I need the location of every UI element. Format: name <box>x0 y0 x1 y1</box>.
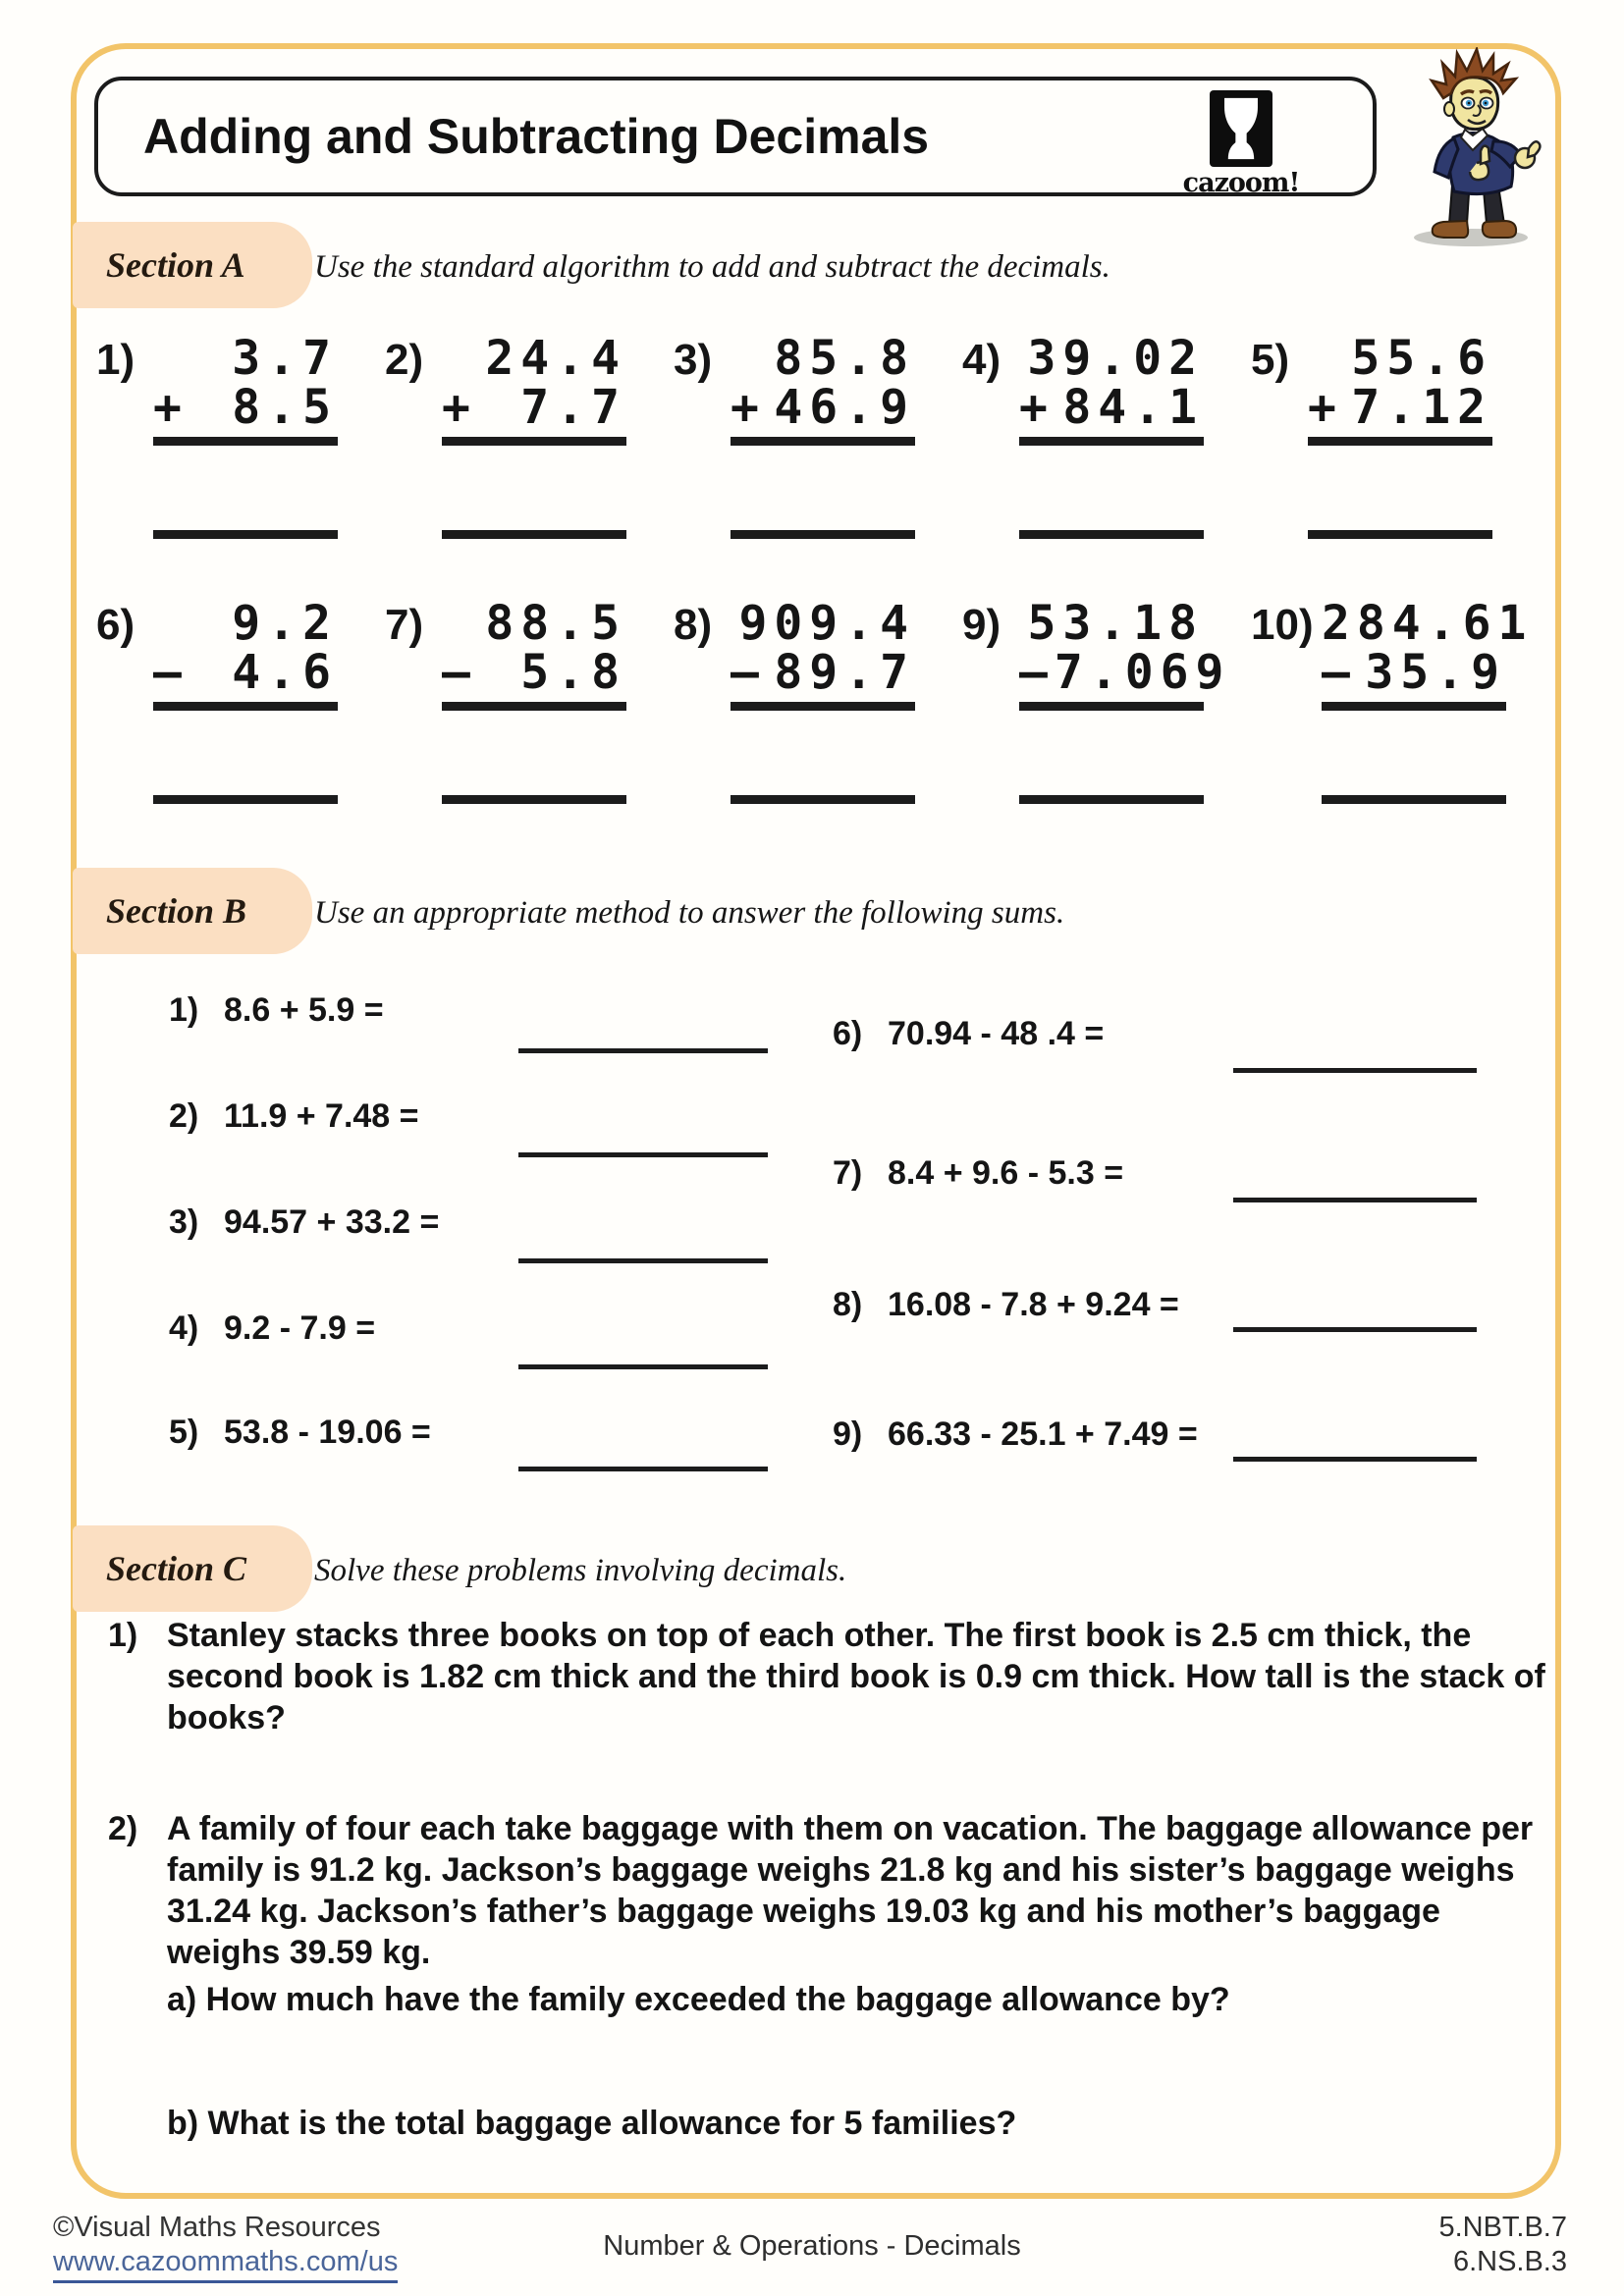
answer-line <box>1019 795 1204 804</box>
column-problem-2 <box>385 331 674 539</box>
problem-number: 2) <box>385 336 424 384</box>
top-operand: 55.6 <box>1351 331 1492 386</box>
sum-item-2 <box>169 1097 419 1136</box>
top-operand: 3.7 <box>232 331 338 386</box>
operator: – <box>153 645 189 700</box>
column-problem-1 <box>96 331 385 539</box>
bottom-operand: 7.069 <box>1054 645 1231 700</box>
top-operand: 39.02 <box>1027 331 1204 386</box>
problem-number: 7) <box>385 601 424 649</box>
operator: + <box>153 380 189 435</box>
footer-standards <box>1438 2211 1567 2279</box>
operator: + <box>1308 380 1343 435</box>
sum-expression: 9.2 - 7.9 = <box>224 1309 376 1347</box>
top-operand: 24.4 <box>485 331 626 386</box>
answer-blank <box>518 1467 768 1471</box>
sum-line <box>442 437 626 446</box>
cazoom-logo <box>1172 90 1310 198</box>
operator: – <box>1019 645 1055 700</box>
sum-expression: 94.57 + 33.2 = <box>224 1203 440 1241</box>
sum-number: 6) <box>833 1015 863 1052</box>
answer-line <box>442 530 626 539</box>
section-c-badge: Section C <box>73 1525 312 1612</box>
bottom-operand: 8.5 <box>232 380 338 435</box>
column-problem-7 <box>385 596 674 804</box>
problem-number: 10) <box>1251 601 1314 649</box>
sum-line <box>153 437 338 446</box>
section-b-badge: Section B <box>73 868 312 954</box>
bottom-operand: 4.6 <box>232 645 338 700</box>
sum-line <box>442 702 626 711</box>
answer-line <box>153 530 338 539</box>
top-operand: 53.18 <box>1027 596 1204 651</box>
sum-item-1 <box>169 991 384 1030</box>
operator: – <box>442 645 477 700</box>
problem-number: 8) <box>674 601 713 649</box>
footer-category: Number & Operations - Decimals <box>603 2230 1021 2262</box>
sum-number: 8) <box>833 1286 863 1323</box>
answer-line <box>1322 795 1506 804</box>
standard-code-1: 5.NBT.B.7 <box>1438 2212 1567 2243</box>
column-problem-5 <box>1251 331 1540 539</box>
standard-code-2: 6.NS.B.3 <box>1452 2246 1567 2277</box>
answer-blank <box>1233 1457 1477 1462</box>
sum-item-9 <box>833 1415 1198 1454</box>
answer-blank <box>1233 1327 1477 1332</box>
operator: + <box>1019 380 1055 435</box>
answer-blank <box>518 1048 768 1053</box>
sum-expression: 66.33 - 25.1 + 7.49 = <box>888 1415 1198 1453</box>
operator: + <box>731 380 766 435</box>
column-problem-8 <box>674 596 962 804</box>
section-a-badge: Section A <box>73 222 312 308</box>
word-problem-text: Stanley stacks three books on top of each other. The first book is 2.5 cm thick, the second book is 1.82 cm thick and the third book is 0.9 cm thick. How tall is the stack of books? <box>167 1617 1545 1736</box>
sum-expression: 70.94 - 48 .4 = <box>888 1015 1105 1052</box>
sum-line <box>1308 437 1492 446</box>
word-problem-number: 2) <box>108 1810 138 1847</box>
top-operand: 909.4 <box>738 596 915 651</box>
drum-icon <box>1210 90 1272 167</box>
sum-item-3 <box>169 1203 439 1242</box>
sum-line <box>731 437 915 446</box>
sum-line <box>1019 437 1204 446</box>
answer-line <box>1019 530 1204 539</box>
problem-number: 1) <box>96 336 135 384</box>
footer-url-link[interactable]: www.cazoommaths.com/us <box>53 2245 398 2283</box>
sum-item-5 <box>169 1414 431 1452</box>
sum-expression: 16.08 - 7.8 + 9.24 = <box>888 1286 1179 1323</box>
sum-number: 3) <box>169 1203 199 1241</box>
section-a-row-1 <box>96 331 1540 539</box>
problem-number: 3) <box>674 336 713 384</box>
djembe-drum-icon <box>1218 96 1264 161</box>
sum-item-6 <box>833 1015 1104 1053</box>
top-operand: 9.2 <box>232 596 338 651</box>
answer-line <box>731 795 915 804</box>
word-problem-number: 1) <box>108 1617 138 1654</box>
sum-number: 1) <box>169 991 199 1029</box>
logo-wordmark: cazoom! <box>1182 168 1300 198</box>
answer-blank <box>518 1258 768 1263</box>
word-problem-part-b: b) What is the total baggage allowance for 5 families? <box>167 2105 1017 2142</box>
sum-expression: 11.9 + 7.48 = <box>224 1097 419 1135</box>
sum-line <box>731 702 915 711</box>
sum-number: 2) <box>169 1097 199 1135</box>
sum-line <box>1019 702 1204 711</box>
operator: – <box>1322 645 1357 700</box>
answer-blank <box>518 1364 768 1369</box>
word-problem-part-a: a) How much have the family exceeded the baggage allowance by? <box>167 1981 1230 2018</box>
title-box <box>94 77 1377 196</box>
bottom-operand: 46.9 <box>774 380 915 435</box>
sum-item-8 <box>833 1286 1179 1324</box>
answer-line <box>442 795 626 804</box>
column-problem-10 <box>1251 596 1540 804</box>
section-c-instruction: Solve these problems involving decimals. <box>314 1553 847 1588</box>
column-problem-4 <box>962 331 1251 539</box>
footer-copyright: ©Visual Maths Resources <box>53 2212 381 2243</box>
answer-blank <box>1233 1198 1477 1202</box>
top-operand: 88.5 <box>485 596 626 651</box>
top-operand: 85.8 <box>774 331 915 386</box>
sum-item-4 <box>169 1309 375 1348</box>
mascot-boy-thumbs-up <box>1392 47 1557 251</box>
bottom-operand: 89.7 <box>774 645 915 700</box>
word-problem-1 <box>108 1615 1551 1738</box>
problem-number: 9) <box>962 601 1001 649</box>
sum-item-7 <box>833 1154 1123 1193</box>
sum-expression: 8.6 + 5.9 = <box>224 991 384 1029</box>
operator: + <box>442 380 477 435</box>
sum-number: 5) <box>169 1414 199 1451</box>
word-problem-text: A family of four each take baggage with them on vacation. The baggage allowance per family is 91.2 kg. Jackson’s baggage weighs 21.8 kg and his sister’s baggage weighs 31.24 kg. Jackson’s father’s baggage weighs 19.03 kg and his mother’s baggage weighs 39.59 kg. <box>167 1810 1534 1971</box>
answer-blank <box>518 1152 768 1157</box>
column-problem-3 <box>674 331 962 539</box>
top-operand: 284.61 <box>1322 596 1534 651</box>
sum-line <box>1322 702 1506 711</box>
answer-blank <box>1233 1068 1477 1073</box>
answer-line <box>1308 530 1492 539</box>
sum-line <box>153 702 338 711</box>
bottom-operand: 35.9 <box>1365 645 1506 700</box>
bottom-operand: 84.1 <box>1062 380 1204 435</box>
answer-line <box>153 795 338 804</box>
bottom-operand: 5.8 <box>520 645 626 700</box>
problem-number: 6) <box>96 601 135 649</box>
problem-number: 5) <box>1251 336 1290 384</box>
section-b-instruction: Use an appropriate method to answer the following sums. <box>314 895 1065 931</box>
bottom-operand: 7.12 <box>1351 380 1492 435</box>
column-problem-9 <box>962 596 1251 804</box>
word-problem-2 <box>108 1808 1551 2144</box>
answer-line <box>731 530 915 539</box>
sum-expression: 8.4 + 9.6 - 5.3 = <box>888 1154 1124 1192</box>
section-a-row-2 <box>96 596 1540 804</box>
sum-expression: 53.8 - 19.06 = <box>224 1414 431 1451</box>
page-title: Adding and Subtracting Decimals <box>143 109 930 164</box>
sum-number: 7) <box>833 1154 863 1192</box>
sum-number: 9) <box>833 1415 863 1453</box>
operator: – <box>731 645 766 700</box>
column-problem-6 <box>96 596 385 804</box>
problem-number: 4) <box>962 336 1001 384</box>
section-a-instruction: Use the standard algorithm to add and subtract the decimals. <box>314 249 1110 285</box>
sum-number: 4) <box>169 1309 199 1347</box>
bottom-operand: 7.7 <box>520 380 626 435</box>
